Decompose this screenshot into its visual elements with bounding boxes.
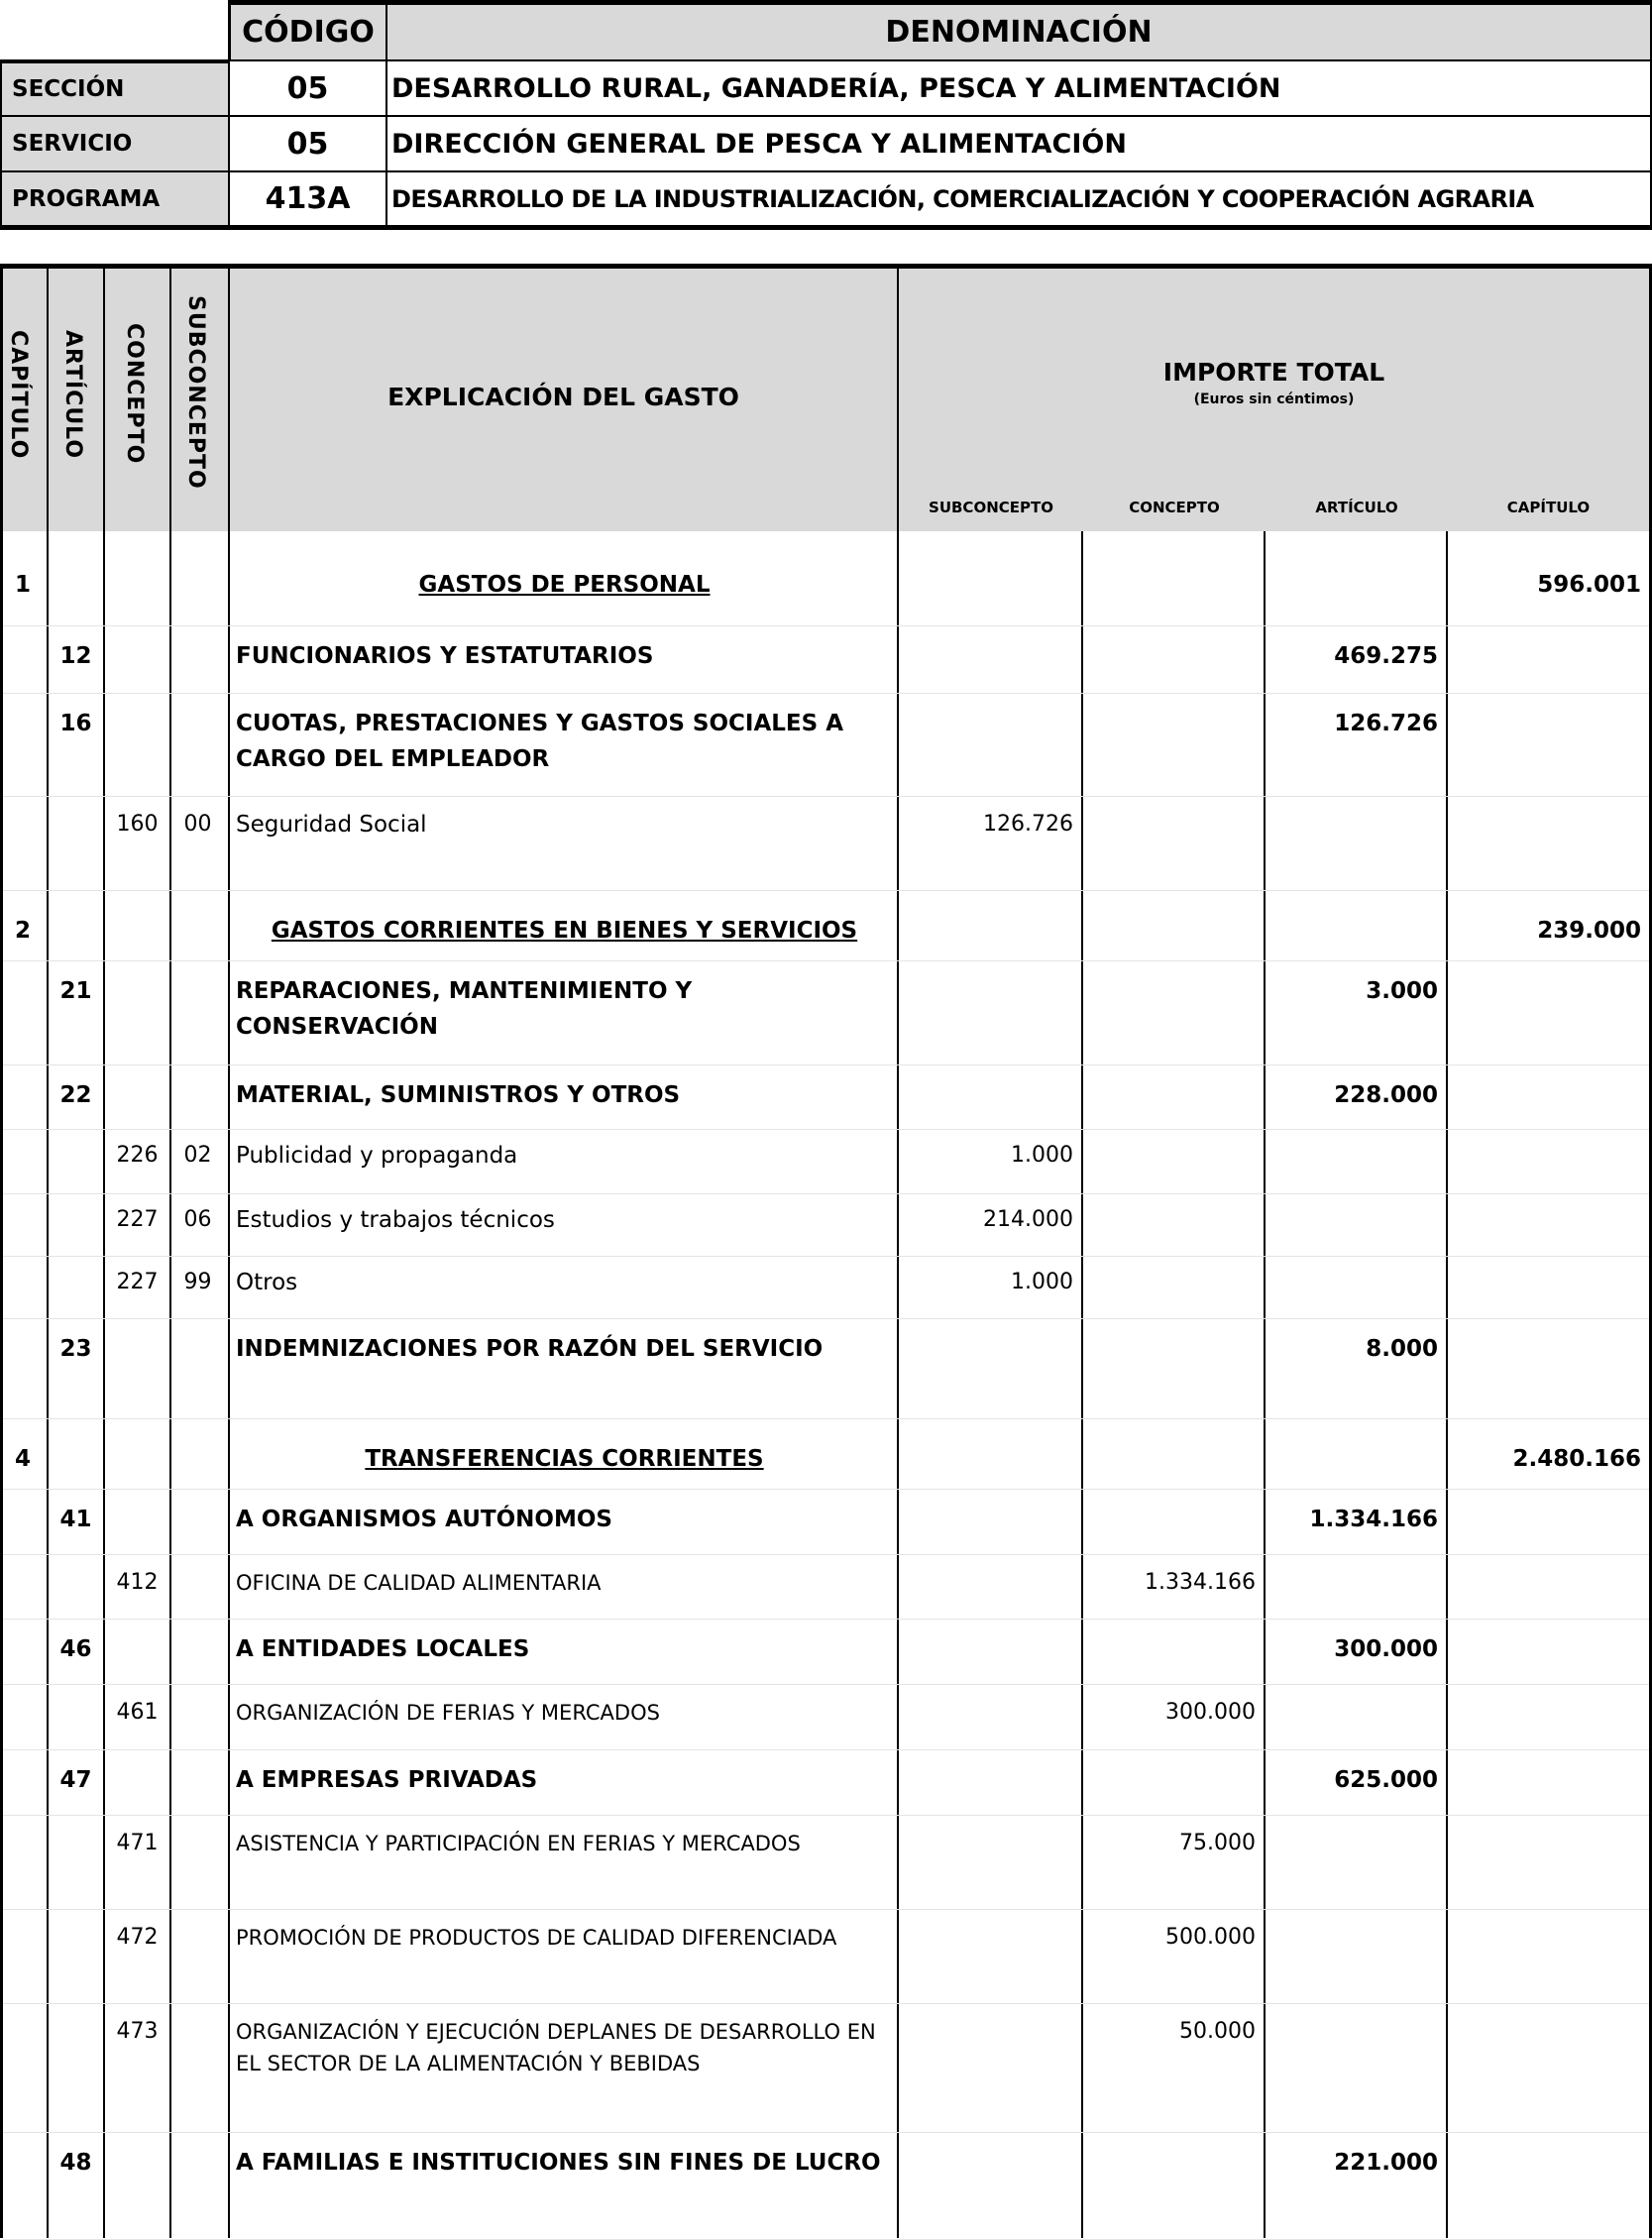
amount-subconcepto bbox=[899, 2133, 1081, 2145]
subconcepto-code bbox=[171, 1750, 228, 1762]
concepto-code: 412 bbox=[116, 1570, 159, 1595]
seccion-name: DESARROLLO RURAL, GANADERÍA, PESCA Y ALIMENTACIÓN bbox=[385, 59, 1652, 117]
col-capitulo: CAPÍTULO bbox=[6, 330, 31, 460]
table-row bbox=[3, 1555, 1649, 1620]
row-description: Publicidad y propaganda bbox=[236, 1143, 518, 1169]
amount-concepto bbox=[1083, 2133, 1264, 2145]
capitulo-code bbox=[3, 1319, 47, 1331]
amount-capitulo bbox=[1448, 1257, 1649, 1267]
amount-capitulo bbox=[1448, 797, 1649, 809]
amount-articulo: 625.000 bbox=[1334, 1767, 1438, 1793]
row-description: Estudios y trabajos técnicos bbox=[236, 1207, 555, 1233]
concepto-code bbox=[105, 1750, 169, 1762]
seccion-label: SECCIÓN bbox=[0, 59, 230, 117]
subconcepto-code bbox=[171, 1065, 228, 1077]
subconcepto-code: 06 bbox=[183, 1207, 212, 1232]
amt-col-subconcepto: SUBCONCEPTO bbox=[929, 499, 1053, 516]
concepto-code bbox=[105, 1490, 169, 1502]
amount-concepto bbox=[1083, 1194, 1264, 1204]
row-description: TRANSFERENCIAS CORRIENTES bbox=[365, 1446, 764, 1472]
row-description: OFICINA DE CALIDAD ALIMENTARIA bbox=[236, 1571, 602, 1595]
amount-concepto bbox=[1083, 1319, 1264, 1331]
table-row bbox=[3, 1490, 1649, 1555]
row-description: GASTOS DE PERSONAL bbox=[418, 572, 711, 598]
amount-subconcepto bbox=[899, 1555, 1081, 1567]
amount-capitulo bbox=[1448, 1750, 1649, 1762]
table-row bbox=[3, 891, 1649, 961]
programa-name: DESARROLLO DE LA INDUSTRIALIZACIÓN, COMERCIALIZACIÓN Y COOPERACIÓN AGRARIA bbox=[385, 170, 1652, 230]
amount-concepto bbox=[1083, 797, 1264, 809]
amount-subconcepto bbox=[899, 2004, 1081, 2016]
concepto-code bbox=[105, 1065, 169, 1077]
amount-articulo: 228.000 bbox=[1334, 1082, 1438, 1108]
program-header bbox=[0, 0, 1652, 230]
row-description: Otros bbox=[236, 1270, 298, 1295]
articulo-code bbox=[49, 891, 103, 913]
denominacion-header: DENOMINACIÓN bbox=[385, 0, 1652, 61]
servicio-label: SERVICIO bbox=[0, 115, 230, 172]
articulo-code: 21 bbox=[59, 978, 92, 1004]
row-description: A ORGANISMOS AUTÓNOMOS bbox=[236, 1507, 612, 1532]
concepto-code: 461 bbox=[116, 1700, 159, 1725]
capitulo-code bbox=[3, 1065, 47, 1077]
subconcepto-code bbox=[171, 1620, 228, 1631]
capitulo-code bbox=[3, 961, 47, 973]
amount-concepto bbox=[1083, 1490, 1264, 1502]
subconcepto-code bbox=[171, 531, 228, 567]
table-row bbox=[3, 1065, 1649, 1130]
row-description: REPARACIONES, MANTENIMIENTO Y CONSERVACIÓN bbox=[236, 978, 693, 1040]
amount-articulo bbox=[1266, 891, 1446, 913]
amount-articulo bbox=[1266, 1555, 1446, 1567]
subconcepto-code: 02 bbox=[183, 1143, 212, 1168]
amount-capitulo: 596.001 bbox=[1537, 572, 1641, 598]
capitulo-code bbox=[3, 1750, 47, 1762]
concepto-code bbox=[105, 1620, 169, 1631]
table-row bbox=[3, 1319, 1649, 1419]
amount-articulo bbox=[1266, 1910, 1446, 1922]
row-description: CUOTAS, PRESTACIONES Y GASTOS SOCIALES A CARGO DEL EMPLEADOR bbox=[236, 711, 844, 772]
concepto-code bbox=[105, 2133, 169, 2145]
table-row bbox=[3, 1419, 1649, 1490]
articulo-code: 48 bbox=[59, 2150, 92, 2176]
table-row bbox=[3, 1910, 1649, 2004]
capitulo-code bbox=[3, 797, 47, 809]
amount-articulo bbox=[1266, 1685, 1446, 1697]
row-description: INDEMNIZACIONES POR RAZÓN DEL SERVICIO bbox=[236, 1336, 824, 1362]
capitulo-code: 2 bbox=[15, 918, 32, 944]
amount-subconcepto bbox=[899, 694, 1081, 706]
amount-concepto: 500.000 bbox=[1165, 1925, 1256, 1950]
amount-concepto bbox=[1083, 626, 1264, 638]
capitulo-code bbox=[3, 1555, 47, 1567]
amount-articulo: 469.275 bbox=[1334, 643, 1438, 669]
table-row bbox=[3, 1620, 1649, 1685]
amount-subconcepto bbox=[899, 1816, 1081, 1828]
capitulo-code bbox=[3, 2133, 47, 2145]
amount-capitulo bbox=[1448, 1816, 1649, 1828]
subconcepto-code bbox=[171, 961, 228, 973]
articulo-code: 23 bbox=[59, 1336, 92, 1362]
amt-col-concepto: CONCEPTO bbox=[1129, 499, 1220, 516]
amount-capitulo: 2.480.166 bbox=[1512, 1446, 1641, 1472]
amount-concepto bbox=[1083, 1257, 1264, 1267]
capitulo-code: 4 bbox=[15, 1446, 32, 1472]
table-row bbox=[3, 694, 1649, 797]
capitulo-code bbox=[3, 1194, 47, 1204]
seccion-code: 05 bbox=[228, 59, 387, 117]
expense-table bbox=[0, 264, 1652, 2238]
concepto-code bbox=[105, 961, 169, 973]
capitulo-code bbox=[3, 1685, 47, 1697]
programa-code: 413A bbox=[228, 170, 387, 230]
amount-capitulo bbox=[1448, 1555, 1649, 1567]
amount-capitulo bbox=[1448, 1065, 1649, 1077]
amount-subconcepto bbox=[899, 626, 1081, 638]
row-description: PROMOCIÓN DE PRODUCTOS DE CALIDAD DIFERENCIADA bbox=[236, 1926, 837, 1950]
servicio-name: DIRECCIÓN GENERAL DE PESCA Y ALIMENTACIÓN bbox=[385, 115, 1652, 172]
amount-concepto: 300.000 bbox=[1165, 1700, 1256, 1725]
capitulo-code bbox=[3, 1620, 47, 1631]
amount-subconcepto bbox=[899, 1065, 1081, 1077]
amount-concepto bbox=[1083, 1750, 1264, 1762]
subconcepto-code bbox=[171, 1910, 228, 1922]
articulo-code bbox=[49, 1685, 103, 1697]
amount-subconcepto bbox=[899, 961, 1081, 973]
amount-subconcepto bbox=[899, 1910, 1081, 1922]
table-row bbox=[3, 626, 1649, 694]
concepto-code: 471 bbox=[116, 1831, 159, 1855]
amount-capitulo bbox=[1448, 1194, 1649, 1204]
row-description: MATERIAL, SUMINISTROS Y OTROS bbox=[236, 1082, 681, 1108]
articulo-code: 16 bbox=[59, 711, 92, 736]
amount-articulo: 8.000 bbox=[1366, 1336, 1438, 1362]
amount-articulo: 3.000 bbox=[1366, 978, 1438, 1004]
subconcepto-code bbox=[171, 1816, 228, 1828]
concepto-code bbox=[105, 626, 169, 638]
subconcepto-code bbox=[171, 1555, 228, 1567]
amount-capitulo bbox=[1448, 1130, 1649, 1140]
col-articulo: ARTÍCULO bbox=[60, 330, 85, 460]
amount-articulo bbox=[1266, 797, 1446, 809]
amount-articulo bbox=[1266, 1419, 1446, 1441]
row-description: A EMPRESAS PRIVADAS bbox=[236, 1767, 538, 1793]
table-row bbox=[3, 1194, 1649, 1257]
importe-subtitle: (Euros sin céntimos) bbox=[1193, 392, 1355, 407]
amt-col-articulo: ARTÍCULO bbox=[1315, 499, 1398, 516]
amount-subconcepto bbox=[899, 891, 1081, 913]
articulo-code bbox=[49, 531, 103, 567]
amount-capitulo bbox=[1448, 694, 1649, 706]
articulo-code: 12 bbox=[59, 643, 92, 669]
amount-articulo bbox=[1266, 2004, 1446, 2016]
amount-subconcepto bbox=[899, 1750, 1081, 1762]
capitulo-code bbox=[3, 626, 47, 638]
programa-label: PROGRAMA bbox=[0, 170, 230, 230]
concepto-code: 472 bbox=[116, 1925, 159, 1950]
amount-capitulo bbox=[1448, 1620, 1649, 1631]
amount-concepto bbox=[1083, 891, 1264, 913]
articulo-code bbox=[49, 1194, 103, 1204]
amount-articulo: 221.000 bbox=[1334, 2150, 1438, 2176]
table-row bbox=[3, 2004, 1649, 2133]
articulo-code bbox=[49, 2004, 103, 2016]
amount-subconcepto: 1.000 bbox=[1011, 1143, 1073, 1168]
amount-capitulo bbox=[1448, 1685, 1649, 1697]
concepto-code: 227 bbox=[116, 1270, 159, 1294]
col-explicacion: EXPLICACIÓN DEL GASTO bbox=[387, 383, 739, 411]
amount-concepto bbox=[1083, 531, 1264, 567]
subconcepto-code bbox=[171, 2133, 228, 2145]
concepto-code bbox=[105, 1319, 169, 1331]
amount-concepto: 75.000 bbox=[1179, 1831, 1256, 1855]
capitulo-code bbox=[3, 1816, 47, 1828]
subconcepto-code bbox=[171, 1685, 228, 1697]
amount-capitulo: 239.000 bbox=[1537, 918, 1641, 944]
row-description: ASISTENCIA Y PARTICIPACIÓN EN FERIAS Y MERCADOS bbox=[236, 1832, 801, 1855]
capitulo-code bbox=[3, 2004, 47, 2016]
articulo-code bbox=[49, 1419, 103, 1441]
amount-capitulo bbox=[1448, 2004, 1649, 2016]
amount-subconcepto bbox=[899, 1319, 1081, 1331]
articulo-code bbox=[49, 1555, 103, 1567]
amount-subconcepto bbox=[899, 1419, 1081, 1441]
table-row bbox=[3, 531, 1649, 626]
capitulo-code bbox=[3, 1257, 47, 1267]
table-row bbox=[3, 961, 1649, 1065]
table-row bbox=[3, 2133, 1649, 2240]
amount-articulo: 300.000 bbox=[1334, 1636, 1438, 1662]
amount-articulo bbox=[1266, 1130, 1446, 1140]
importe-title: IMPORTE TOTAL bbox=[1162, 358, 1385, 387]
subconcepto-code bbox=[171, 891, 228, 913]
row-description: Seguridad Social bbox=[236, 812, 427, 838]
amt-col-capitulo: CAPÍTULO bbox=[1506, 499, 1591, 516]
row-description: FUNCIONARIOS Y ESTATUTARIOS bbox=[236, 643, 654, 669]
amount-articulo: 126.726 bbox=[1334, 711, 1438, 736]
concepto-code bbox=[105, 531, 169, 567]
amount-articulo: 1.334.166 bbox=[1309, 1507, 1438, 1532]
amount-subconcepto: 1.000 bbox=[1011, 1270, 1073, 1294]
subconcepto-code bbox=[171, 2004, 228, 2016]
amount-capitulo bbox=[1448, 961, 1649, 973]
amount-articulo bbox=[1266, 1257, 1446, 1267]
col-subconcepto: SUBCONCEPTO bbox=[183, 295, 208, 490]
concepto-code: 473 bbox=[116, 2019, 159, 2044]
articulo-code bbox=[49, 1816, 103, 1828]
concepto-code: 226 bbox=[116, 1143, 159, 1168]
amount-subconcepto: 126.726 bbox=[983, 812, 1073, 837]
amount-concepto bbox=[1083, 694, 1264, 706]
amount-capitulo bbox=[1448, 2133, 1649, 2145]
articulo-code bbox=[49, 1130, 103, 1140]
amount-concepto bbox=[1083, 1620, 1264, 1631]
amount-subconcepto: 214.000 bbox=[983, 1207, 1073, 1232]
amount-capitulo bbox=[1448, 1490, 1649, 1502]
table-row bbox=[3, 1750, 1649, 1816]
row-description: A FAMILIAS E INSTITUCIONES SIN FINES DE LUCRO bbox=[236, 2150, 881, 2176]
subconcepto-code: 99 bbox=[183, 1270, 212, 1294]
table-row bbox=[3, 1816, 1649, 1910]
subconcepto-code bbox=[171, 694, 228, 706]
subconcepto-code bbox=[171, 626, 228, 638]
subconcepto-code bbox=[171, 1319, 228, 1331]
concepto-code: 227 bbox=[116, 1207, 159, 1232]
articulo-code bbox=[49, 1910, 103, 1922]
capitulo-code bbox=[3, 1490, 47, 1502]
concepto-code bbox=[105, 891, 169, 913]
articulo-code: 22 bbox=[59, 1082, 92, 1108]
row-description: A ENTIDADES LOCALES bbox=[236, 1636, 530, 1662]
amount-subconcepto bbox=[899, 1490, 1081, 1502]
capitulo-code bbox=[3, 694, 47, 706]
articulo-code bbox=[49, 1257, 103, 1267]
concepto-code bbox=[105, 694, 169, 706]
articulo-code: 47 bbox=[59, 1767, 92, 1793]
amount-concepto bbox=[1083, 961, 1264, 973]
subconcepto-code bbox=[171, 1419, 228, 1441]
amount-capitulo bbox=[1448, 1910, 1649, 1922]
amount-concepto: 1.334.166 bbox=[1145, 1570, 1256, 1595]
amount-concepto bbox=[1083, 1419, 1264, 1441]
row-description: ORGANIZACIÓN DE FERIAS Y MERCADOS bbox=[236, 1701, 660, 1725]
amount-concepto bbox=[1083, 1065, 1264, 1077]
articulo-code: 46 bbox=[59, 1636, 92, 1662]
amount-subconcepto bbox=[899, 1620, 1081, 1631]
table-row bbox=[3, 1130, 1649, 1194]
col-concepto: CONCEPTO bbox=[122, 323, 147, 465]
amount-subconcepto bbox=[899, 1685, 1081, 1697]
amount-capitulo bbox=[1448, 626, 1649, 638]
amount-capitulo bbox=[1448, 1319, 1649, 1331]
articulo-code bbox=[49, 797, 103, 809]
subconcepto-code bbox=[171, 1490, 228, 1502]
concepto-code bbox=[105, 1419, 169, 1441]
amount-articulo bbox=[1266, 531, 1446, 567]
capitulo-code: 1 bbox=[15, 572, 32, 598]
codigo-header: CÓDIGO bbox=[228, 0, 387, 61]
row-description: ORGANIZACIÓN Y EJECUCIÓN DEPLANES DE DESARROLLO EN EL SECTOR DE LA ALIMENTACIÓN Y BEBIDAS bbox=[236, 2020, 876, 2075]
row-description: GASTOS CORRIENTES EN BIENES Y SERVICIOS bbox=[271, 918, 858, 944]
amount-articulo bbox=[1266, 1816, 1446, 1828]
amount-concepto bbox=[1083, 1130, 1264, 1140]
table-row bbox=[3, 1685, 1649, 1750]
capitulo-code bbox=[3, 1910, 47, 1922]
articulo-code: 41 bbox=[59, 1507, 92, 1532]
concepto-code: 160 bbox=[116, 812, 159, 837]
servicio-code: 05 bbox=[228, 115, 387, 172]
amount-articulo bbox=[1266, 1194, 1446, 1204]
amount-concepto: 50.000 bbox=[1179, 2019, 1256, 2044]
amount-subconcepto bbox=[899, 531, 1081, 567]
table-row bbox=[3, 1257, 1649, 1319]
table-row bbox=[3, 797, 1649, 891]
subconcepto-code: 00 bbox=[183, 812, 212, 837]
capitulo-code bbox=[3, 1130, 47, 1140]
